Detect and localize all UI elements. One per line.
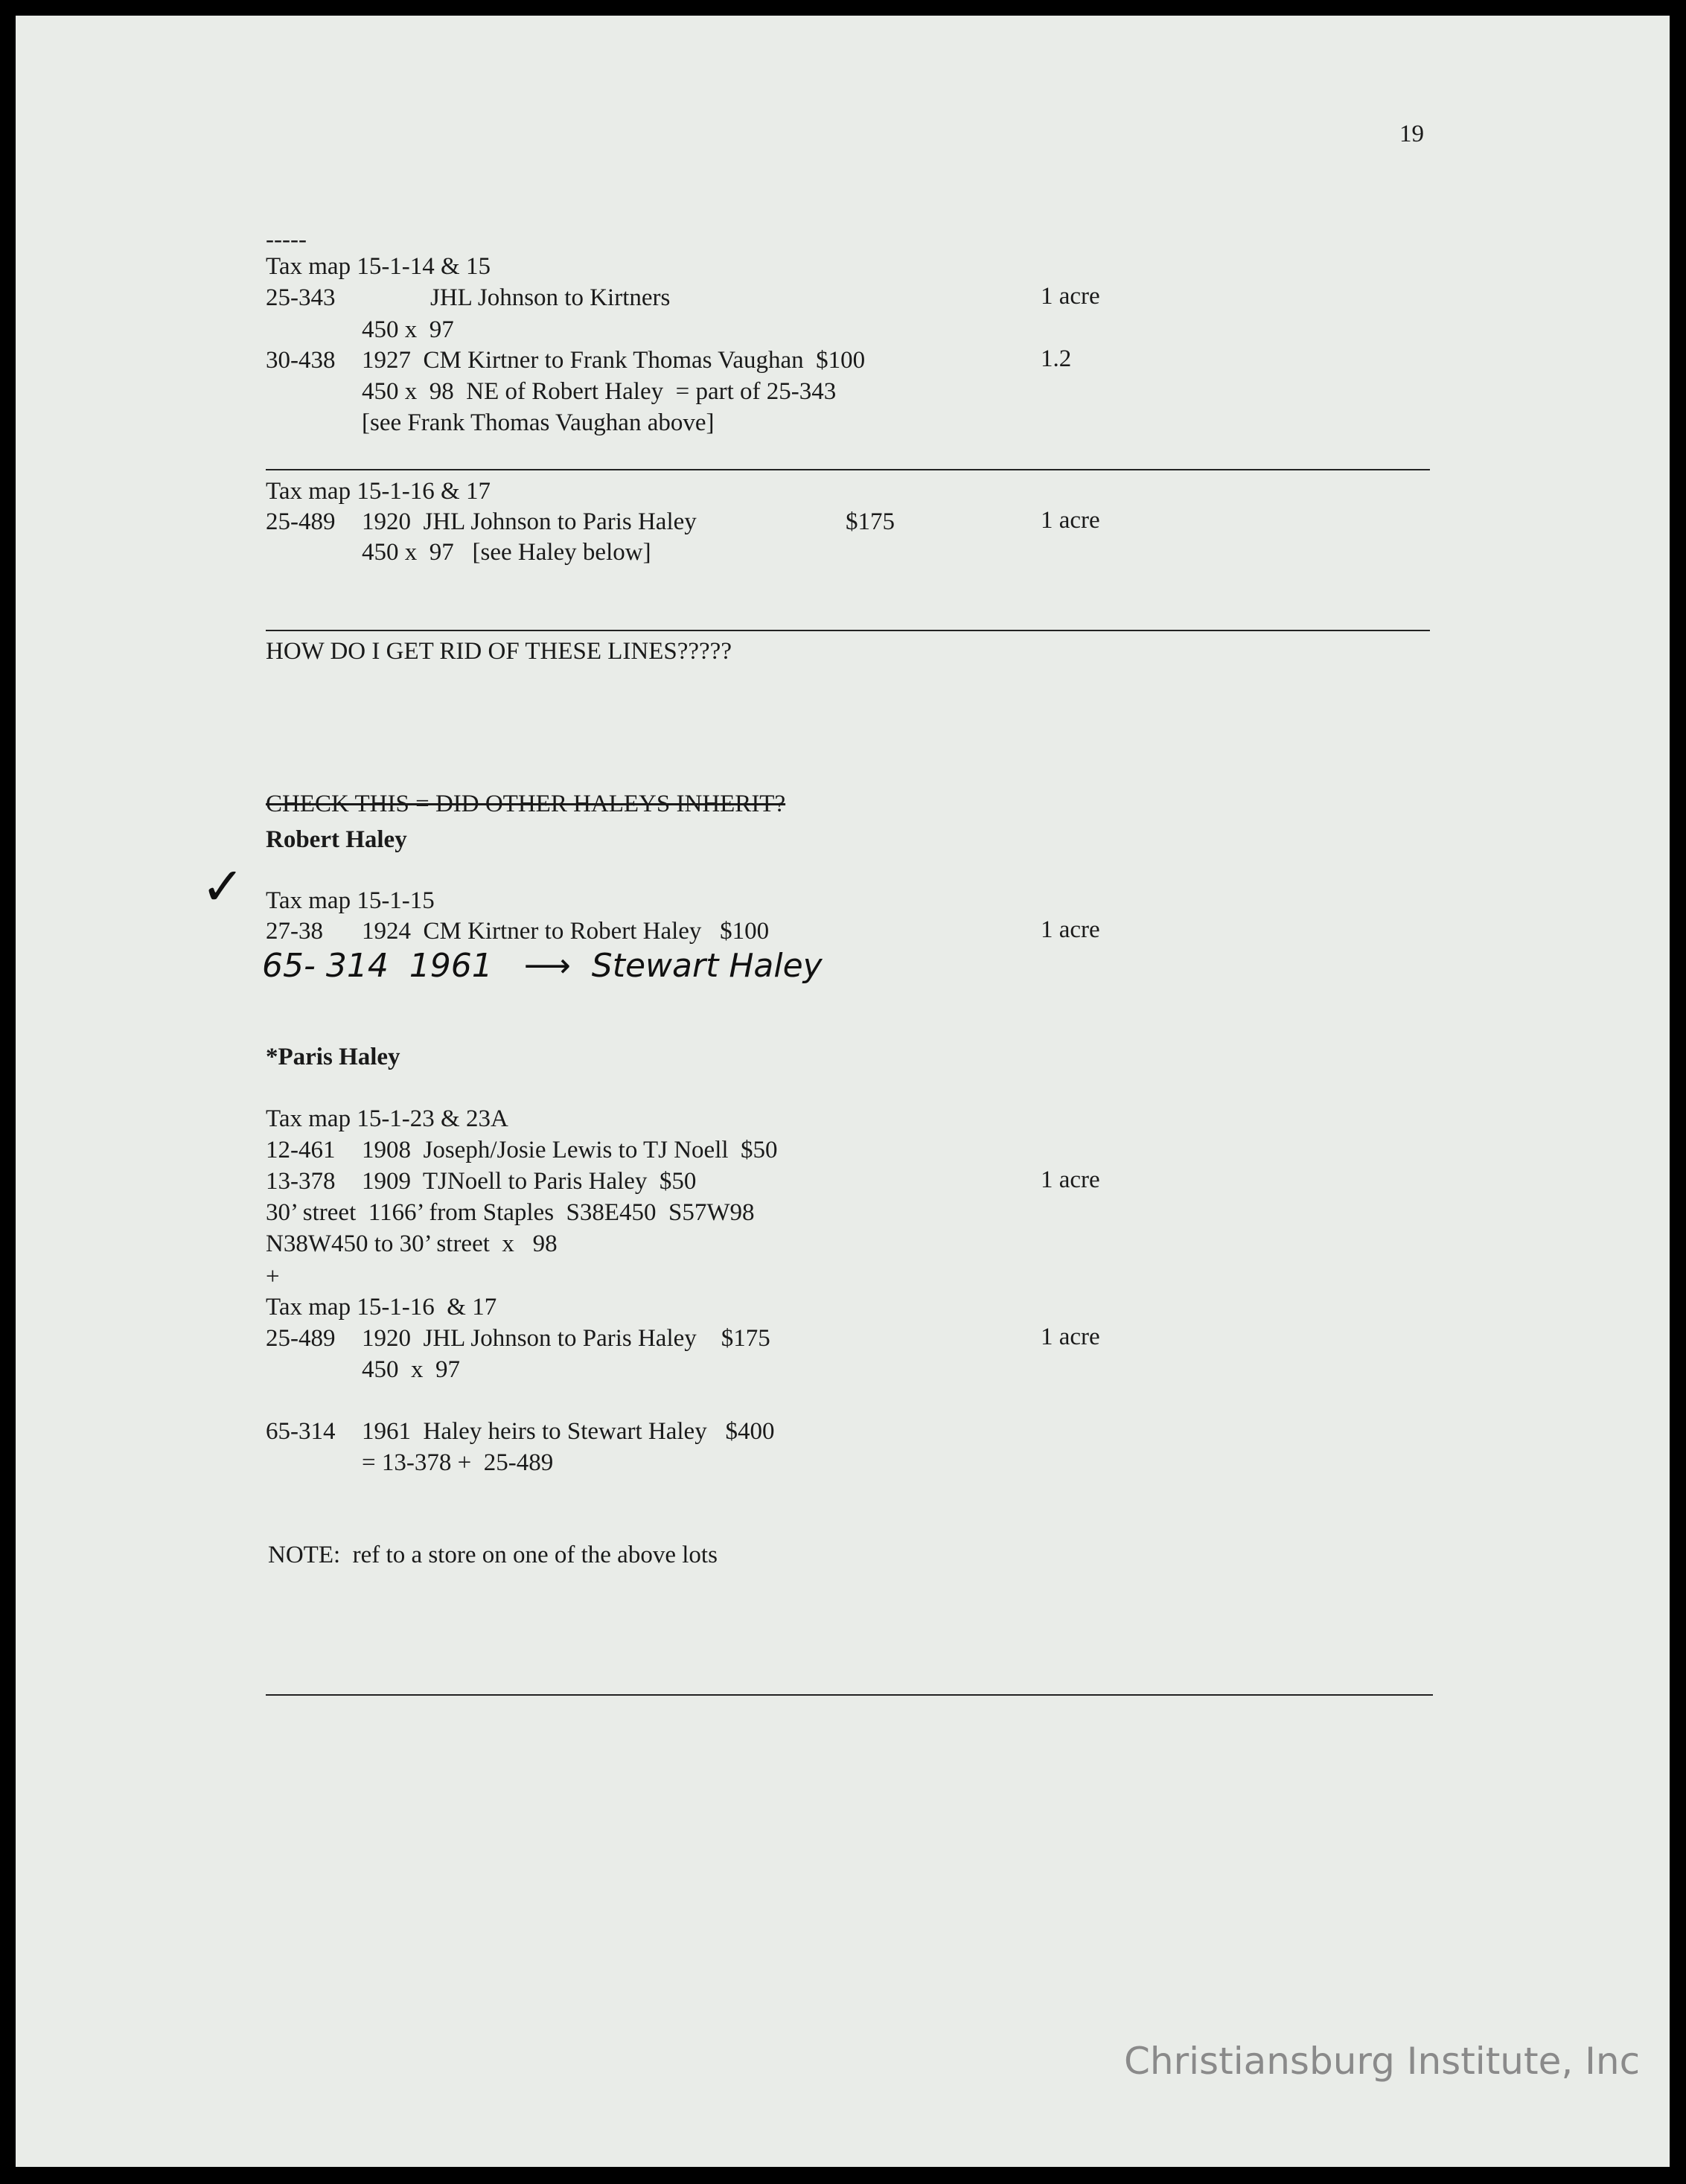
- deed-description: N38W450 to 30’ street x 98: [266, 1230, 558, 1257]
- checkmark-icon: ✓: [201, 856, 245, 917]
- deed-ref: 13-378: [266, 1168, 336, 1195]
- deed-text: 1909 TJNoell to Paris Haley $50: [362, 1168, 697, 1195]
- deed-dimensions: 450 x 98 NE of Robert Haley = part of 25-343: [362, 378, 837, 405]
- horizontal-rule: [266, 1694, 1433, 1696]
- tax-map-heading: Tax map 15-1-16 & 17: [266, 1294, 497, 1321]
- deed-note: [see Frank Thomas Vaughan above]: [362, 409, 715, 436]
- acreage: 1.2: [1041, 345, 1072, 372]
- deed-dimensions: 450 x 97 [see Haley below]: [362, 539, 651, 566]
- deed-text: JHL Johnson to Kirtners: [430, 284, 671, 311]
- deed-text: 1927 CM Kirtner to Frank Thomas Vaughan $100: [362, 347, 866, 374]
- struck-through-note: CHECK THIS = DID OTHER HALEYS INHERIT?: [266, 791, 786, 817]
- deed-price: $175: [846, 508, 895, 535]
- tax-map-heading: Tax map 15-1-15: [266, 887, 435, 914]
- deed-text: 1924 CM Kirtner to Robert Haley $100: [362, 918, 770, 945]
- section-heading-robert-haley: Robert Haley: [266, 826, 407, 853]
- deed-text: 1961 Haley heirs to Stewart Haley $400: [362, 1418, 775, 1445]
- acreage: 1 acre: [1041, 1166, 1100, 1193]
- page-number: 19: [1399, 121, 1424, 147]
- deed-description: = 13-378 + 25-489: [362, 1449, 554, 1476]
- horizontal-rule: [266, 630, 1430, 631]
- deed-ref: 25-489: [266, 1325, 336, 1352]
- deed-text: 1908 Joseph/Josie Lewis to TJ Noell $50: [362, 1137, 778, 1163]
- note: NOTE: ref to a store on one of the above lots: [268, 1542, 718, 1568]
- deed-dimensions: 450 x 97: [362, 316, 454, 343]
- dash-separator: -----: [266, 226, 307, 253]
- deed-ref: 27-38: [266, 918, 323, 945]
- deed-ref: 25-489: [266, 508, 336, 535]
- deed-dimensions: 450 x 97: [362, 1356, 460, 1383]
- tax-map-heading: Tax map 15-1-23 & 23A: [266, 1105, 508, 1132]
- deed-ref: 65-314: [266, 1418, 336, 1445]
- editor-note: HOW DO I GET RID OF THESE LINES?????: [266, 638, 732, 665]
- document-page: [16, 16, 1670, 2167]
- plus-sign: +: [266, 1263, 280, 1290]
- deed-text: 1920 JHL Johnson to Paris Haley: [362, 508, 697, 535]
- tax-map-heading: Tax map 15-1-14 & 15: [266, 253, 491, 280]
- acreage: 1 acre: [1041, 283, 1100, 310]
- acreage: 1 acre: [1041, 916, 1100, 943]
- acreage: 1 acre: [1041, 1324, 1100, 1350]
- watermark: Christiansburg Institute, Inc: [1124, 2040, 1641, 2083]
- deed-ref: 25-343: [266, 284, 336, 311]
- tax-map-heading: Tax map 15-1-16 & 17: [266, 478, 491, 505]
- deed-description: 30’ street 1166’ from Staples S38E450 S57W98: [266, 1199, 755, 1226]
- deed-ref: 30-438: [266, 347, 336, 374]
- section-heading-paris-haley: *Paris Haley: [266, 1044, 400, 1070]
- acreage: 1 acre: [1041, 507, 1100, 534]
- deed-ref: 12-461: [266, 1137, 336, 1163]
- horizontal-rule: [266, 469, 1430, 470]
- handwritten-annotation: 65- 314 1961 ⟶ Stewart Haley: [262, 947, 823, 985]
- deed-text: 1920 JHL Johnson to Paris Haley $175: [362, 1325, 770, 1352]
